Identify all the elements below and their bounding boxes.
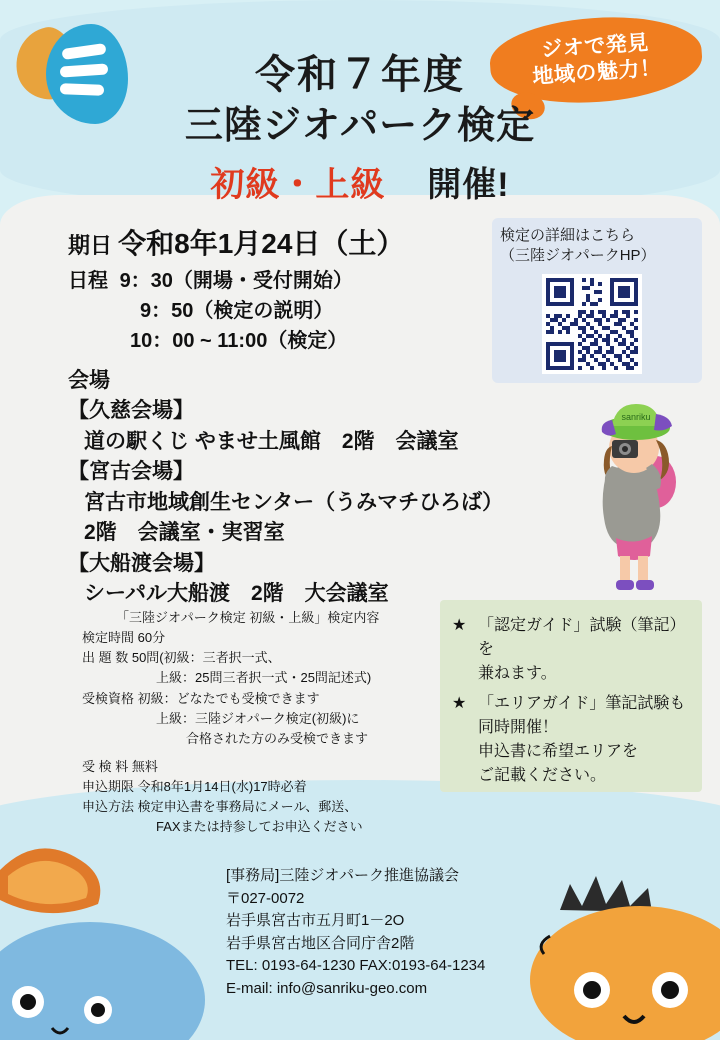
event-date-value: 令和8年1月24日（土）: [118, 228, 405, 259]
title-year: 令和７年度: [255, 53, 465, 97]
tagline-line-2: 地域の魅力！: [531, 56, 663, 89]
title-hold: 開催!: [427, 166, 510, 205]
guide-item-2-text: 「エリアガイド」筆記試験も: [478, 695, 686, 712]
footer-org: [事務局]三陸ジオパーク推進協議会: [226, 867, 460, 884]
guide-item-1-cont-1: 兼ねます。: [478, 665, 557, 682]
schedule-row-3: [68, 326, 498, 356]
guide-item-1: [452, 614, 692, 686]
guide-exam-box: [440, 600, 702, 792]
exam-row-8: 申込期限 令和8年1月14日(水)17時必着: [82, 779, 307, 795]
event-date-label: 期日: [68, 233, 113, 258]
guide-item-2-cont-2: 申込書に希望エリアを: [478, 743, 639, 760]
camera-character-illustration: [568, 390, 698, 610]
detail-line-2: （三陸ジオパークHP）: [500, 247, 656, 265]
venue-2-body-2: 2階 会議室・実習室: [84, 521, 285, 545]
venue-2-body: 宮古市地域創生センター（うみマチひろば）: [84, 490, 504, 514]
title-levels-row: [0, 157, 720, 206]
schedule-time-1: 9：30（開場・受付開始）: [119, 270, 353, 292]
qr-code-icon[interactable]: [542, 274, 642, 374]
venue-1-body: 道の駅くじ やませ土風館 2階 会議室: [84, 429, 459, 453]
schedule-label: 日程: [68, 270, 108, 292]
exam-spacer: [82, 749, 442, 757]
detail-qr-box: [492, 218, 702, 383]
contact-footer: [226, 865, 556, 1000]
star-icon-2: ★: [452, 695, 467, 712]
guide-item-2: [452, 692, 692, 788]
event-info: [68, 222, 504, 610]
title-exam-name: 三陸ジオパーク検定: [184, 105, 536, 147]
exam-row-5: 上級：三陸ジオパーク検定(初級)に: [156, 710, 360, 726]
exam-details: [82, 608, 442, 838]
exam-row-9: 申込方法 検定申込書を事務局にメール、郵送、: [82, 799, 358, 815]
venue-3-body: シーパル大船渡 2階 大会議室: [84, 582, 389, 606]
exam-heading: 「三陸ジオパーク検定 初級・上級」検定内容: [116, 610, 380, 625]
exam-row-4: 受検資格 初級：どなたでも受検できます: [82, 690, 320, 706]
exam-row-7: 受 検 料 無料: [82, 758, 158, 774]
venue-1-head: 【久慈会場】: [68, 399, 194, 423]
guide-item-2-cont-1: 同時開催！: [478, 719, 559, 736]
venue-2-head: 【宮古会場】: [68, 460, 194, 484]
detail-line-1: 検定の詳細はこちら: [500, 227, 636, 244]
guide-item-1-text: 「認定ガイド」試験（筆記）を: [478, 617, 686, 658]
svg-text:sanriku: sanriku: [621, 412, 651, 422]
page-title: [0, 50, 720, 206]
venue-section: [68, 366, 504, 610]
venue-3-head: 【大船渡会場】: [68, 551, 215, 575]
exam-row-1: 検定時間 60分: [82, 630, 166, 646]
tagline-line-1: ジオで発見: [540, 31, 650, 62]
star-icon-1: ★: [452, 617, 467, 634]
footer-address-1: 岩手県宮古市五月町1－2O: [226, 912, 405, 929]
footer-phone: TEL: 0193-64-1230 FAX:0193-64-1234: [226, 957, 486, 974]
left-character-illustration: [0, 810, 220, 1040]
title-levels: 初級・上級: [210, 166, 386, 205]
schedule-row-1: [68, 266, 498, 296]
footer-address-2: 岩手県宮古地区合同庁舎2階: [226, 934, 415, 952]
event-date-row: [68, 222, 498, 262]
guide-item-2-cont-3: ご記載ください。: [478, 767, 607, 784]
exam-row-10: FAXまたは持参してお申込ください: [156, 819, 363, 835]
exam-row-3: 上級：25問三者択一式・25問記述式): [156, 670, 372, 686]
schedule-row-2: [68, 296, 498, 326]
schedule-time-2: 9：50（検定の説明）: [140, 300, 334, 322]
event-schedule: [68, 266, 498, 356]
schedule-time-3: 10：00 ~ 11:00（検定）: [130, 330, 348, 352]
venue-label: 会場: [68, 369, 110, 392]
footer-postal: 〒027-0072: [226, 889, 305, 907]
exam-row-2: 出 題 数 50問(初級：三者択一式、: [82, 650, 281, 666]
footer-email: E-mail: info@sanriku-geo.com: [226, 979, 428, 997]
exam-row-6: 合格された方のみ受検できます: [186, 730, 369, 746]
